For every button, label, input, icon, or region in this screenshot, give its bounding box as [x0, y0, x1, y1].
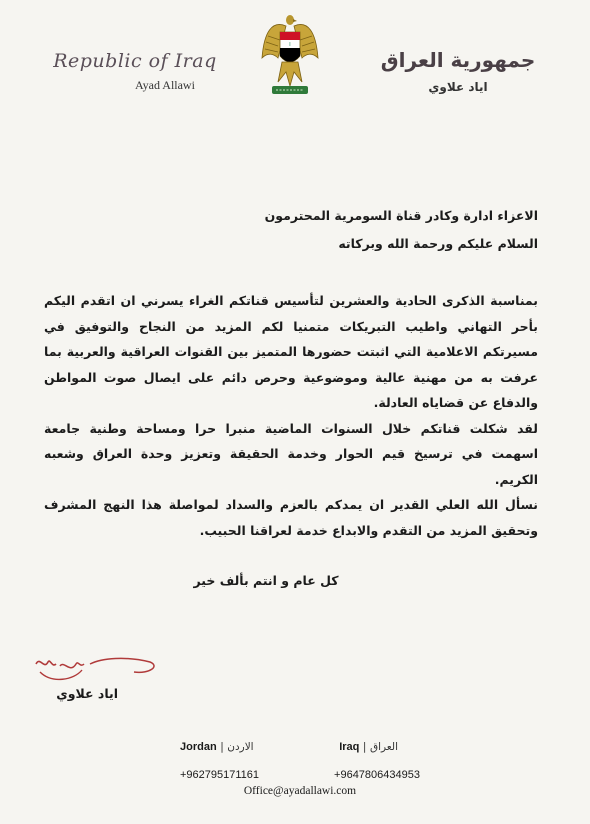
letterhead-title-en: Republic of Iraq: [53, 50, 217, 72]
iraq-eagle-emblem-icon: [260, 12, 320, 102]
iraq-label-en: Iraq: [339, 741, 360, 753]
letterhead-name-ar: اياد علاوي: [428, 80, 488, 94]
separator: |: [362, 741, 367, 753]
letterhead-english: [40, 50, 230, 93]
footer-jordan: [180, 740, 254, 753]
closing-line: كل عام و انتم بألف خير: [193, 573, 339, 588]
jordan-label-en: Jordan: [180, 741, 217, 753]
contact-footer: [180, 740, 420, 797]
letterhead-name-en: Ayad Allawi: [135, 78, 195, 92]
paragraph-2: لقد شكلت قناتكم خلال السنوات الماضية منبرا حرا ومساحة وطنية جامعة اسهمت في ترسيخ قيم الحوار وخدمة الحقيقة وتعزيز وحدة العراق وشعبه الكريم.: [44, 420, 538, 487]
paragraph-3: نسأل الله العلي القدير ان يمدكم بالعزم والسداد لمواصلة هذا النهج المشرف وتحقيق المزيد من التقدم والابداع خدمة لعراقنا الحبيب.: [44, 497, 538, 538]
letterhead-title-ar: جمهورية العراق: [380, 48, 536, 72]
letter-body: [44, 202, 538, 588]
email-link[interactable]: Office@ayadallawi.com: [243, 785, 357, 797]
iraq-label-ar: العراق: [369, 741, 398, 753]
addressee-line: الاعزاء ادارة وكادر قناة السومرية المحترمون: [264, 208, 538, 223]
greeting-line: السلام عليكم ورحمة الله وبركاته: [338, 236, 538, 251]
phone-jordan[interactable]: +962795171161: [180, 769, 260, 781]
separator: |: [220, 741, 224, 753]
svg-text:ا: ا: [289, 42, 291, 48]
letterhead-arabic: [378, 48, 538, 94]
paragraph-1: بمناسبة الذكرى الحادية والعشرين لتأسيس قناتكم الغراء يسرني ان اتقدم اليكم بأحر التهاني واطيب التبريكات متمنيا لكم المزيد من النجاح والتوفيق في مسيرتكم الاعلامية التي اثبتت حضورها المتميز بين القنوات العراقية والعربية بما عرفت به من مهنية عالية وموضوعية وحرص دائم على ايصال صوت المواطن والدفاع عن قضاياه العادلة.: [44, 293, 538, 410]
jordan-label-ar: الاردن: [227, 741, 254, 753]
phone-iraq[interactable]: +9647806434953: [334, 769, 420, 781]
handwritten-signature: [30, 650, 170, 690]
signature-name: اياد علاوي: [56, 686, 118, 701]
footer-iraq: [339, 740, 420, 753]
